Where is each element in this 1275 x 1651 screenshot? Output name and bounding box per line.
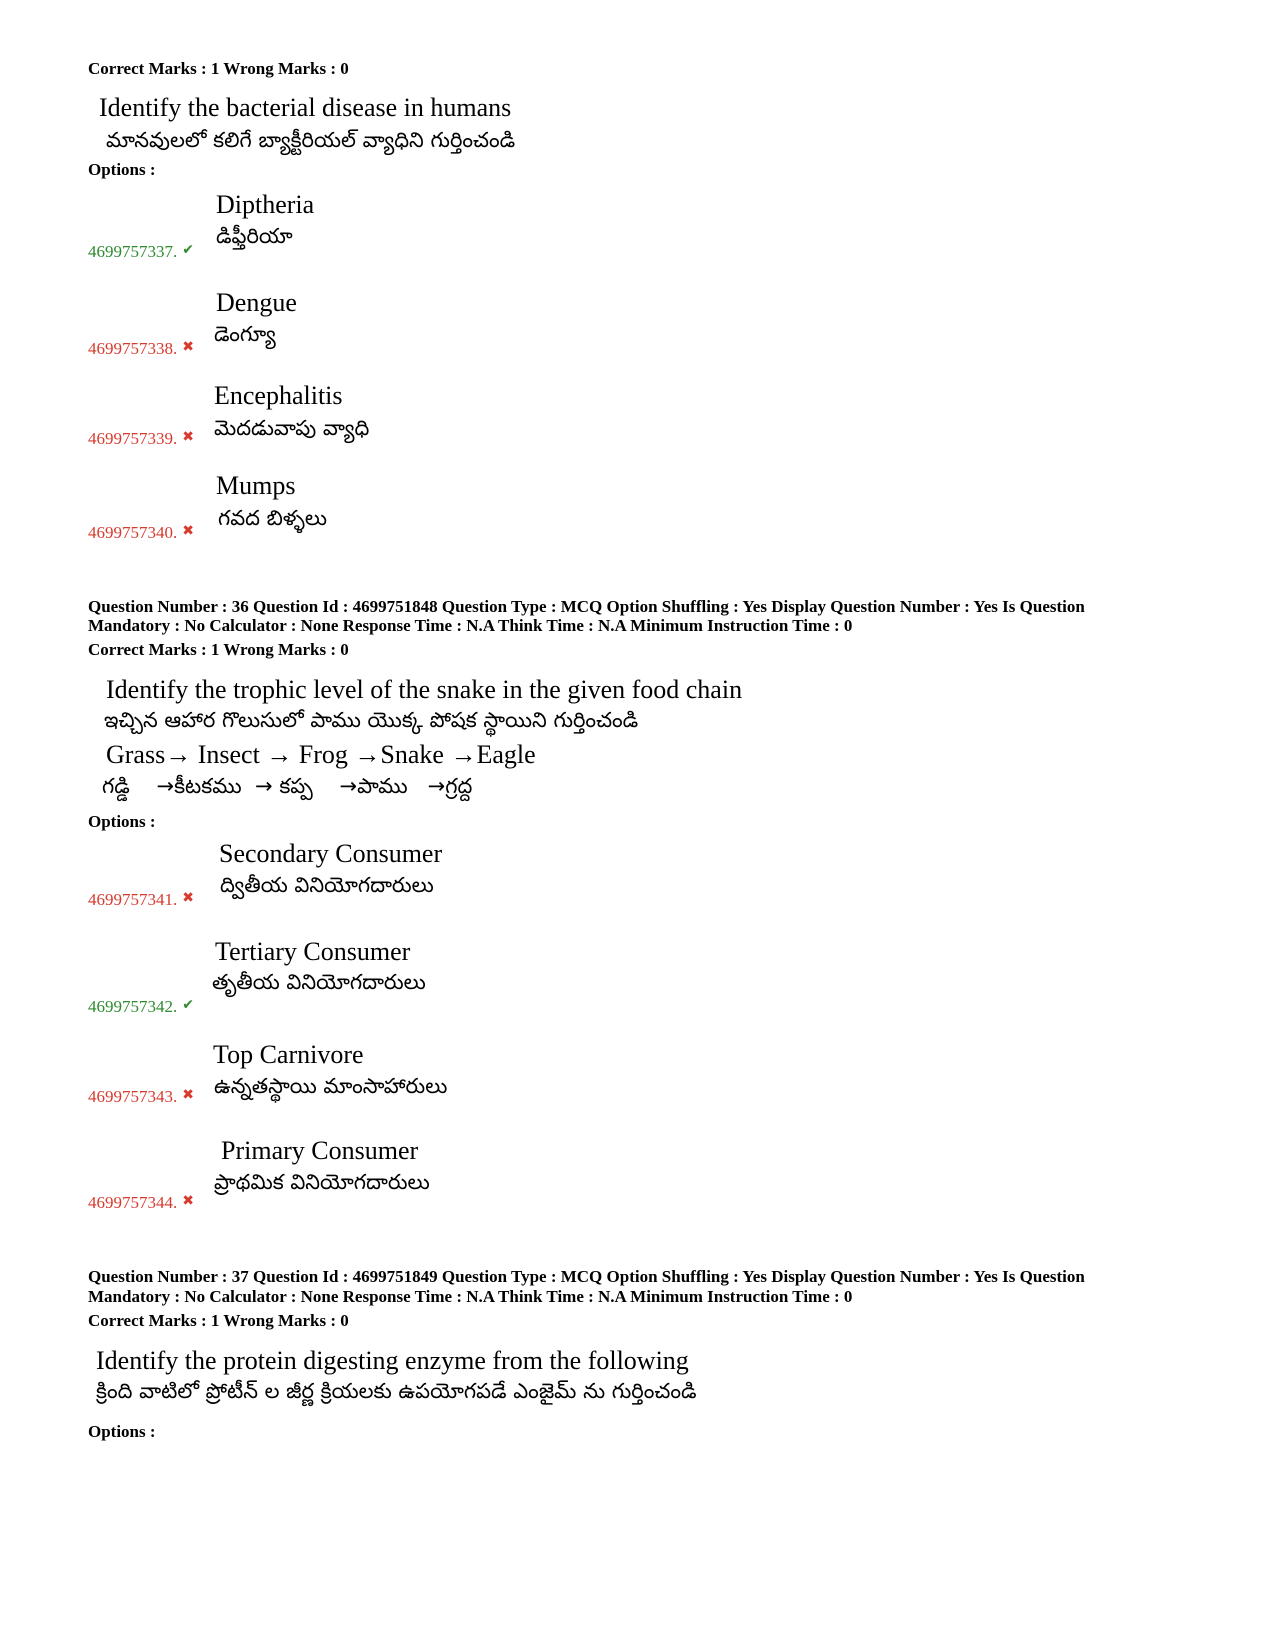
- q35-option-3-en: Encephalitis: [214, 381, 343, 410]
- q35-question-en: Identify the bacterial disease in humans: [99, 93, 512, 122]
- q36-option-3-id: [88, 1085, 194, 1107]
- q36-food-chain-te: గడ్డి →కీటకము → కప్ప →పాము →గ్రద్ద: [102, 774, 473, 798]
- q35-option-3-te: మెదడువాపు వ్యాధి: [214, 416, 370, 440]
- q35-option-3-id: [88, 427, 194, 449]
- cross-icon: ✖: [182, 1087, 194, 1103]
- q36-option-2-id: [88, 995, 194, 1017]
- q36-option-1-en: Secondary Consumer: [219, 839, 443, 868]
- q36-option-4-te: ప్రాథమిక వినియోగదారులు: [214, 1170, 430, 1194]
- q36-header-line1: Question Number : 36 Question Id : 4699751848 Question Type : MCQ Option Shuffling : Yes Display Question Number : Yes Is Question: [88, 597, 1085, 616]
- q36-header-line2: Mandatory : No Calculator : None Response Time : N.A Think Time : N.A Minimum Instruction Time : 0: [88, 616, 853, 635]
- cross-icon: ✖: [182, 523, 194, 539]
- q36-option-2-en: Tertiary Consumer: [215, 937, 411, 966]
- q35-option-4-en: Mumps: [216, 471, 296, 500]
- q35-option-2-te: డెంగ్యూ: [214, 322, 276, 346]
- q36-option-1-te: ద్వితీయ వినియోగదారులు: [220, 873, 434, 897]
- cross-icon: ✖: [182, 1193, 194, 1209]
- option-id-text: 4699757338.: [88, 339, 178, 358]
- q35-question-te: మానవులలో కలిగే బ్యాక్టీరియల్ వ్యాధిని గుర్తించండి: [106, 128, 516, 152]
- check-icon: ✔: [182, 242, 194, 258]
- q36-option-2-te: తృతీయ వినియోగదారులు: [212, 970, 426, 994]
- q35-option-4-id: [88, 521, 194, 543]
- q36-question-en: Identify the trophic level of the snake in the given food chain: [106, 675, 743, 704]
- q37-header-line2: Mandatory : No Calculator : None Response Time : N.A Think Time : N.A Minimum Instruction Time : 0: [88, 1287, 853, 1306]
- q35-option-2-id: [88, 337, 194, 359]
- cross-icon: ✖: [182, 339, 194, 355]
- q35-option-1-te: డిఫ్తీరియా: [216, 224, 293, 248]
- q37-question-en: Identify the protein digesting enzyme from the following: [96, 1346, 689, 1375]
- cross-icon: ✖: [182, 890, 194, 906]
- q36-option-1-id: [88, 888, 194, 910]
- q35-option-4-te: గవద బిళ్ళలు: [218, 506, 328, 530]
- q36-options-label: Options :: [88, 812, 156, 831]
- check-icon: ✔: [182, 997, 194, 1013]
- option-id-text: 4699757341.: [88, 890, 178, 909]
- q37-header-line1: Question Number : 37 Question Id : 4699751849 Question Type : MCQ Option Shuffling : Yes Display Question Number : Yes Is Question: [88, 1267, 1085, 1286]
- option-id-text: 4699757340.: [88, 523, 178, 542]
- q35-option-1-en: Diptheria: [216, 190, 315, 219]
- q35-options-label: Options :: [88, 160, 156, 179]
- q37-marks: Correct Marks : 1 Wrong Marks : 0: [88, 1311, 349, 1330]
- option-id-text: 4699757344.: [88, 1193, 178, 1212]
- q36-option-4-en: Primary Consumer: [221, 1136, 419, 1165]
- q36-question-te: ఇచ్చిన ఆహార గొలుసులో పాము యొక్క పోషక స్థాయిని గుర్తించండి: [104, 708, 639, 732]
- option-id-text: 4699757339.: [88, 429, 178, 448]
- option-id-text: 4699757337.: [88, 242, 178, 261]
- q35-option-2-en: Dengue: [216, 288, 297, 317]
- q35-option-1-id: [88, 240, 194, 262]
- q36-food-chain-en: Grass→ Insect → Frog →Snake →Eagle: [106, 740, 536, 769]
- option-id-text: 4699757343.: [88, 1087, 178, 1106]
- q36-marks: Correct Marks : 1 Wrong Marks : 0: [88, 640, 349, 659]
- option-id-text: 4699757342.: [88, 997, 178, 1016]
- q36-option-3-en: Top Carnivore: [213, 1040, 364, 1069]
- cross-icon: ✖: [182, 429, 194, 445]
- q36-option-3-te: ఉన్నతస్థాయి మాంసాహారులు: [214, 1074, 448, 1098]
- q37-question-te: క్రింది వాటిలో ప్రోటీన్ ల జీర్ణ క్రియలకు ఉపయోగపడే ఎంజైమ్ ను గుర్తించండి: [96, 1379, 697, 1403]
- q35-marks: Correct Marks : 1 Wrong Marks : 0: [88, 59, 349, 78]
- q37-options-label: Options :: [88, 1422, 156, 1441]
- q36-option-4-id: [88, 1191, 194, 1213]
